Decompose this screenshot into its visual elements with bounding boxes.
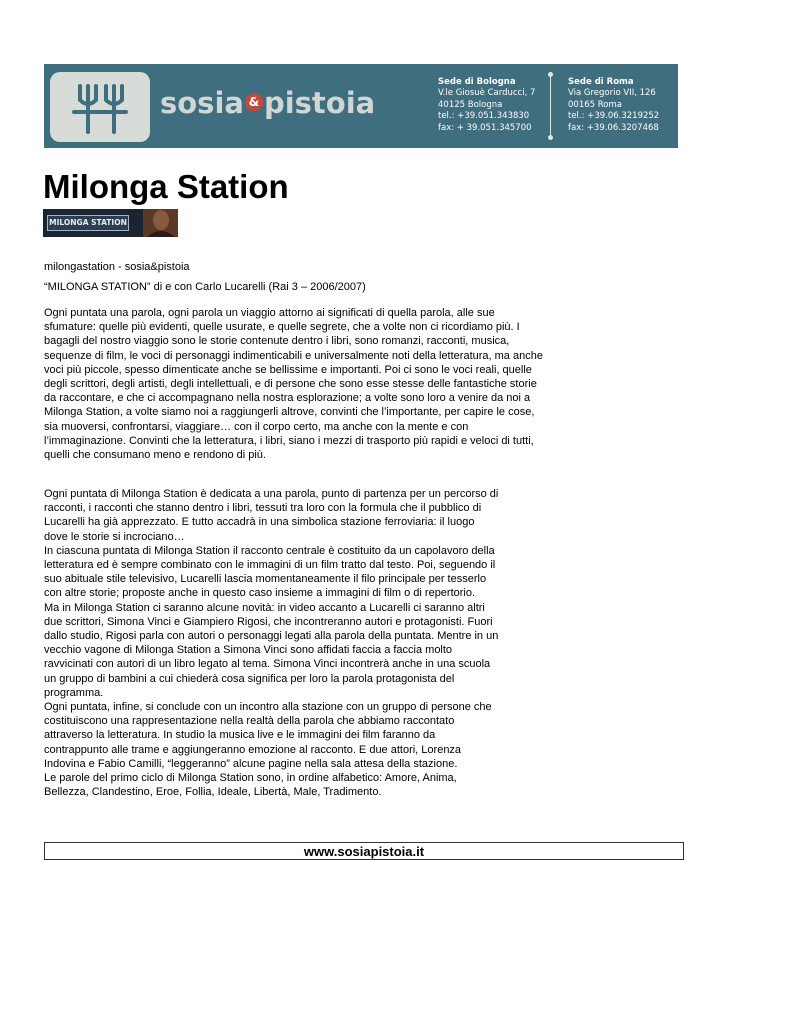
paragraph-2-line: Ogni puntata di Milonga Station è dedicata a una parola, punto di partenza per un percorso di: [44, 488, 499, 500]
paragraph-2-line: In ciascuna puntata di Milonga Station il racconto centrale è costituito da un capolavoro della: [44, 544, 495, 557]
paragraph-2-line: Le parole del primo ciclo di Milonga Station sono, in ordine alfabetico: Amore, Anima,: [44, 772, 457, 785]
paragraph-2-line: due scrittori, Simona Vinci e Giampiero Rigosi, che incontreranno autori e protagonisti. Fuori: [44, 615, 493, 628]
header-banner: [44, 64, 678, 148]
office-bologna-fax: fax: + 39.051.345700: [438, 122, 532, 133]
office-bologna-address: V.le Giosuè Carducci, 7: [438, 88, 536, 99]
paragraph-2-line: con altre storie; proposte anche in questo caso insieme a immagini di film o di repertorio.: [44, 587, 476, 600]
subtitle-line: “MILONGA STATION” di e con Carlo Lucarelli (Rai 3 – 2006/2007): [44, 281, 366, 293]
office-divider: [550, 72, 551, 140]
paragraph-2-line: dallo studio, Rigosi parla con autori o personaggi legati alla parola della puntata. Mentre in un: [44, 630, 499, 643]
office-roma-heading: Sede di Roma: [568, 77, 634, 87]
paragraph-2-line: Ogni puntata, infine, si conclude con un incontro alla stazione con un gruppo di persone che: [44, 701, 492, 714]
footer-box: [44, 842, 684, 860]
paragraph-2-line: letteratura ed è sempre combinato con le immagini di un film tratto dal testo. Poi, seguendo il: [44, 559, 496, 572]
paragraph-2-line: Indovina e Fabio Camilli, “leggeranno” alcune pagine nella sala attesa della stazione.: [44, 757, 458, 770]
paragraph-1: Ogni puntata una parola, ogni parola un viaggio attorno ai significati di quella parola, alle sue sfumature: quelle più evidenti, quelle usurate, e quelle segrete, che a volte non ci ricordiamo più. I bagagli del nostro viaggio sono le storie contenute dentro i libri, sono romanzi, racconti, musica, sequenze di film, le voci di personaggi indimenticabili e universalmente noti della letteratura, ma anche voci più piccole, spesso dimenticate anche se bellissime e importanti. Poi ci sono le voci reali, quelle degli scrittori, degli artisti, degli intellettuali, e di persone che sono esse stesse delle fantastiche storie da raccontare, e che ci accompagnano nella nostra esplorazione; a volte sono loro a venire da noi a Milonga Station, a volte siamo noi a raggiungerli altrove, convinti che l’importante, per capire le cose, sia muoversi, confrontarsi, viaggiare… con il corpo certo, ma anche con la mente e con l’immaginazione. Convinti che la letteratura, i libri, siano i mezzi di trasporto più rapidi e veloci di tutti, quelli che consumano meno e rendono di più.: [44, 307, 543, 462]
office-roma-fax: fax: +39.06.3207468: [568, 122, 659, 133]
office-bologna-tel: tel.: +39.051.343830: [438, 111, 530, 122]
source-line: milongastation - sosia&pistoia: [44, 261, 190, 273]
paragraph-2-line: Lucarelli ha già apprezzato. E tutto accadrà in una simbolica stazione ferroviaria: il luogo: [44, 516, 475, 529]
office-bologna: [438, 77, 535, 134]
brand-left: sosia: [160, 86, 244, 120]
website-link[interactable]: www.sosiapistoia.it: [303, 844, 425, 859]
paragraph-2-line: suo abituale stile televisivo, Lucarelli lascia momentaneamente il filo principale per tesserlo: [44, 573, 487, 586]
office-roma: [568, 77, 659, 134]
sosia-pistoia-logo-icon: [50, 72, 150, 142]
paragraph-2-line: racconti, i racconti che stanno dentro i libri, tessuti tra loro con la formula che il pubblico di: [44, 502, 482, 515]
office-roma-tel: tel.: +39.06.3219252: [568, 111, 660, 122]
paragraph-2-line: ravvicinati con autori di un libro legato al tema. Simona Vinci incontrerà anche in una scuola: [44, 658, 491, 671]
paragraph-2-line: dove le storie si incrociano…: [44, 530, 185, 543]
paragraph-2-line: attraverso la letteratura. In studio la musica live e le immagini dei film faranno da: [44, 729, 436, 742]
paragraph-2-line: Bellezza, Clandestino, Eroe, Follia, Ideale, Libertà, Male, Tradimento.: [44, 786, 382, 799]
office-roma-address: Via Gregorio VII, 126: [568, 88, 656, 99]
show-thumbnail: [43, 209, 178, 237]
office-roma-city: 00165 Roma: [568, 99, 622, 110]
paragraph-2: [44, 487, 544, 799]
page-title: Milonga Station: [43, 168, 289, 205]
office-bologna-heading: Sede di Bologna: [438, 77, 516, 87]
paragraph-2-line: contrappunto alle trame e aggiungeranno emozione al racconto. E due attori, Lorenza: [44, 743, 462, 756]
paragraph-2-line: un gruppo di bambini a cui chiederà cosa significa per loro la parola protagonista del: [44, 672, 455, 685]
paragraph-2-line: Ma in Milonga Station ci saranno alcune novità: in video accanto a Lucarelli ci saranno altri: [44, 601, 485, 614]
presenter-photo: [143, 209, 178, 237]
thumbnail-label: MILONGA STATION: [47, 215, 129, 231]
paragraph-2-line: vecchio vagone di Milonga Station a Simona Vinci sono affidati faccia a faccia molto: [44, 644, 453, 657]
paragraph-2-line: programma.: [44, 686, 104, 699]
brand-ampersand: &: [245, 93, 263, 111]
office-bologna-city: 40125 Bologna: [438, 99, 503, 110]
paragraph-2-line: costituiscono una rappresentazione nella realtà della parola che abbiamo raccontato: [44, 715, 455, 728]
brand-right: pistoia: [263, 86, 376, 120]
brand-wordmark: [160, 86, 375, 120]
